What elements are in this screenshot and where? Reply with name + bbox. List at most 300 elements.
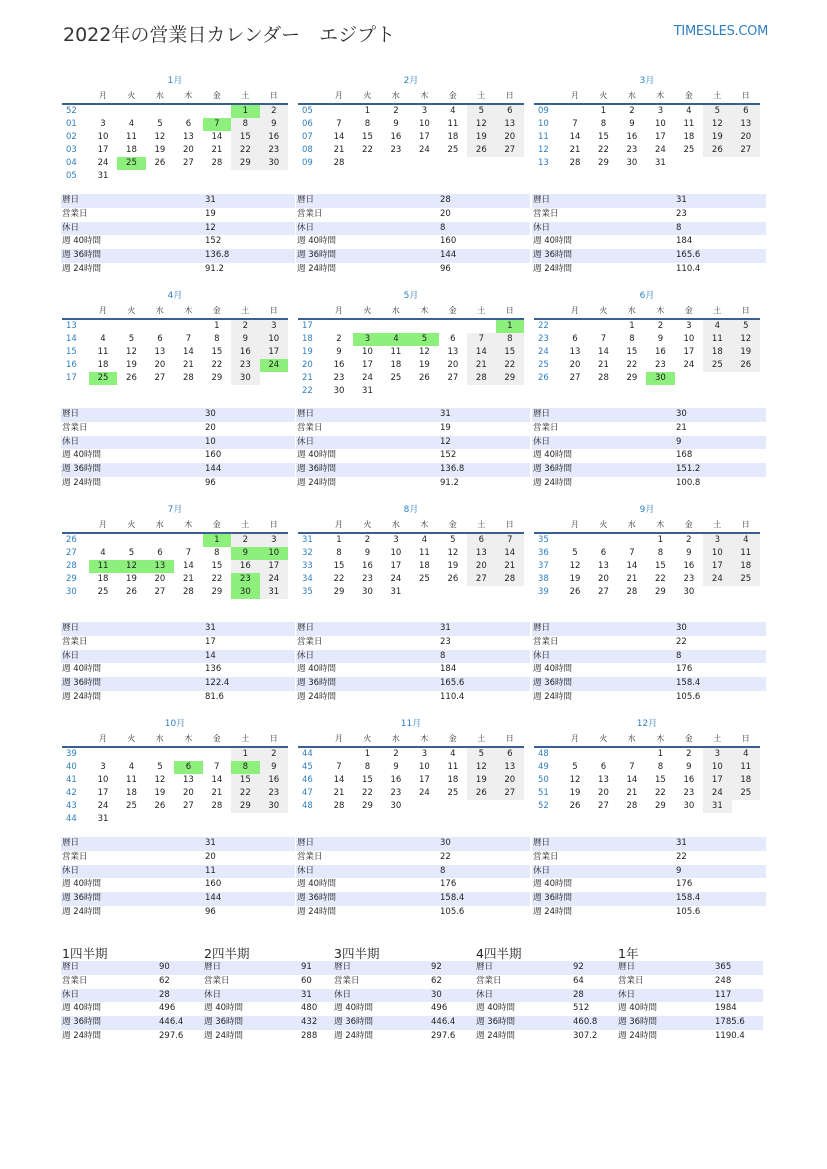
- stat-label: 営業日: [297, 851, 323, 862]
- weekday-label: 月: [334, 306, 343, 315]
- stat-value: 297.6: [159, 1030, 184, 1041]
- stat-label: 休日: [297, 222, 315, 233]
- day-cell: 28: [598, 373, 609, 383]
- month-name: 5月: [403, 291, 419, 301]
- day-cell: 24: [418, 145, 430, 155]
- day-cell: 27: [154, 587, 166, 597]
- day-cell: 14: [467, 346, 495, 359]
- day-cell: 1: [364, 749, 371, 759]
- day-cell: 29: [211, 373, 223, 383]
- month-name: 8月: [403, 505, 419, 515]
- day-cell: 27: [569, 373, 581, 383]
- stat-row: [61, 194, 295, 208]
- stat-value: 22: [440, 851, 451, 862]
- week-row: [62, 813, 288, 826]
- week-number: 16: [66, 360, 77, 370]
- stat-value: 158.4: [440, 893, 465, 904]
- day-cell: 23: [390, 145, 402, 155]
- stat-value: 460.8: [573, 1017, 598, 1028]
- stat-label: 週 24時間: [297, 906, 337, 917]
- stat-row: [296, 194, 530, 208]
- day-cell: 10: [390, 548, 402, 558]
- day-cell: 20: [182, 145, 194, 155]
- stat-label: 週 24時間: [297, 691, 337, 702]
- day-cell: [561, 105, 589, 118]
- holiday-day-cell: 10: [260, 547, 288, 560]
- day-cell: 19: [447, 561, 459, 571]
- day-cell: 24: [362, 373, 373, 383]
- week-row: [534, 333, 760, 346]
- stat-label: 週 36時間: [62, 678, 102, 689]
- stat-value: 9: [676, 865, 682, 876]
- day-cell: 17: [703, 774, 731, 787]
- day-cell: 16: [231, 346, 259, 359]
- week-number-header: [298, 89, 325, 103]
- stat-value: 122.4: [205, 678, 230, 689]
- week-row: [534, 144, 760, 157]
- stat-value: 31: [440, 623, 451, 633]
- day-cell: [325, 105, 353, 118]
- summary-stats: [333, 961, 479, 1044]
- day-cell: 11: [97, 347, 109, 357]
- stat-label: 暦日: [62, 962, 80, 972]
- day-cell: 21: [333, 145, 345, 155]
- stat-label: 休日: [297, 650, 315, 661]
- month-name: 12月: [636, 719, 658, 729]
- day-cell: 23: [231, 359, 259, 372]
- stat-label: 週 36時間: [334, 1017, 374, 1028]
- week-number: 40: [66, 762, 77, 772]
- stat-label: 暦日: [62, 838, 80, 848]
- stat-value: 105.6: [676, 691, 701, 702]
- month-calendar: [298, 716, 524, 813]
- day-cell: 12: [569, 775, 581, 785]
- week-row: [298, 131, 524, 144]
- stat-label: 週 24時間: [533, 263, 573, 274]
- day-cell: 18: [390, 360, 402, 370]
- month-name: 4月: [167, 291, 183, 301]
- stat-label: 営業日: [297, 422, 323, 433]
- day-cell: 25: [683, 145, 695, 155]
- day-cell: [146, 748, 174, 761]
- day-cell: 17: [418, 132, 430, 142]
- stat-label: 週 40時間: [533, 236, 573, 247]
- day-cell: 28: [333, 158, 345, 168]
- day-cell: 26: [418, 373, 430, 383]
- day-cell: 12: [126, 347, 137, 357]
- day-cell: 21: [333, 788, 345, 798]
- day-cell: [203, 170, 231, 183]
- day-cell: 8: [496, 333, 524, 346]
- day-cell: 28: [467, 372, 495, 385]
- stat-row: [532, 449, 766, 463]
- stat-value: 110.4: [676, 263, 701, 274]
- day-cell: 6: [600, 762, 607, 772]
- weekday-header: [62, 89, 288, 105]
- stat-label: 休日: [297, 865, 315, 876]
- stat-label: 暦日: [297, 623, 315, 633]
- weekday-label: 日: [505, 91, 514, 100]
- weekday-header: [534, 304, 760, 320]
- day-cell: [496, 385, 524, 398]
- weekday-label: 木: [656, 734, 665, 743]
- weekday-label: 月: [334, 91, 343, 100]
- day-cell: 24: [683, 360, 695, 370]
- day-cell: 19: [467, 774, 495, 787]
- day-cell: 13: [598, 775, 609, 785]
- stat-value: 105.6: [676, 906, 701, 917]
- stat-value: 158.4: [676, 678, 701, 689]
- stat-label: 暦日: [62, 409, 80, 419]
- day-cell: 2: [231, 320, 259, 333]
- day-cell: 12: [154, 775, 166, 785]
- weekday-label: 月: [570, 734, 579, 743]
- weekday-label: 火: [363, 306, 372, 315]
- weekday-label: 金: [684, 91, 693, 100]
- day-cell: 17: [97, 145, 109, 155]
- week-number: 43: [66, 801, 77, 811]
- week-row: [62, 761, 288, 774]
- day-cell: [203, 105, 231, 118]
- day-cell: 6: [496, 105, 524, 118]
- stat-row: [532, 422, 766, 436]
- stat-value: 8: [440, 650, 446, 661]
- week-number: 35: [302, 587, 313, 597]
- week-number: 25: [538, 360, 549, 370]
- stat-row: [296, 650, 530, 664]
- weekday-label: 日: [505, 520, 514, 529]
- stat-value: 28: [440, 195, 451, 205]
- day-cell: 14: [333, 775, 345, 785]
- summary-title: 1四半期: [62, 946, 108, 961]
- weekday-label: 日: [741, 734, 750, 743]
- stat-row: [532, 408, 766, 422]
- weekday-label: 月: [98, 91, 107, 100]
- stat-value: 30: [440, 838, 451, 848]
- day-cell: 25: [703, 359, 731, 372]
- stat-label: 週 24時間: [297, 477, 337, 488]
- stat-row: [61, 989, 207, 1003]
- week-number: 22: [538, 321, 549, 331]
- stat-value: 31: [676, 838, 687, 848]
- stat-row: [296, 463, 530, 477]
- day-cell: [174, 105, 202, 118]
- weekday-label: 火: [127, 734, 136, 743]
- month-calendar: [534, 288, 760, 385]
- month-stats: [532, 194, 766, 277]
- day-cell: 18: [447, 132, 459, 142]
- day-cell: [410, 800, 438, 813]
- day-cell: [231, 170, 259, 183]
- day-cell: 6: [467, 534, 495, 547]
- weekday-label: 日: [505, 734, 514, 743]
- day-cell: [117, 813, 145, 826]
- stat-value: 480: [301, 1003, 318, 1014]
- day-cell: 4: [703, 320, 731, 333]
- day-cell: 17: [260, 560, 288, 573]
- stat-row: [617, 961, 763, 975]
- day-cell: 31: [97, 171, 109, 181]
- holiday-day-cell: 8: [231, 761, 259, 774]
- day-cell: 11: [732, 761, 760, 774]
- weekday-header: [298, 304, 524, 320]
- day-cell: [467, 800, 495, 813]
- day-cell: 4: [128, 762, 135, 772]
- stat-row: [532, 677, 766, 691]
- stat-label: 週 40時間: [476, 1003, 516, 1014]
- day-cell: [260, 170, 288, 183]
- stat-value: 117: [715, 989, 732, 1000]
- day-cell: [732, 157, 760, 170]
- day-cell: [174, 170, 202, 183]
- stat-label: 暦日: [204, 962, 222, 972]
- stat-value: 165.6: [676, 250, 701, 261]
- stat-row: [532, 208, 766, 222]
- stat-row: [296, 865, 530, 879]
- day-cell: 16: [260, 774, 288, 787]
- day-cell: 22: [598, 145, 609, 155]
- stat-row: [296, 622, 530, 636]
- stat-value: 30: [205, 409, 216, 419]
- week-number-header: [534, 304, 561, 318]
- week-row: [534, 774, 760, 787]
- day-cell: 5: [450, 535, 456, 545]
- day-cell: 19: [703, 131, 731, 144]
- day-cell: 11: [447, 119, 459, 129]
- weekday-label: 土: [241, 520, 250, 529]
- stat-label: 暦日: [533, 195, 551, 205]
- day-cell: 28: [626, 587, 638, 597]
- week-row: [534, 157, 760, 170]
- day-cell: [146, 534, 174, 547]
- stat-row: [532, 892, 766, 906]
- stat-row: [296, 408, 530, 422]
- day-cell: [703, 157, 731, 170]
- weekday-header: [298, 518, 524, 534]
- day-cell: 2: [260, 105, 288, 118]
- weekday-label: 金: [448, 734, 457, 743]
- day-cell: 30: [683, 801, 695, 811]
- stat-value: 176: [676, 664, 693, 675]
- stat-row: [296, 208, 530, 222]
- day-cell: 25: [447, 788, 459, 798]
- stat-value: 62: [431, 975, 442, 986]
- weekday-label: 木: [656, 91, 665, 100]
- week-row: [62, 586, 288, 599]
- week-number: 45: [302, 762, 313, 772]
- stat-label: 営業日: [533, 208, 559, 219]
- day-cell: 28: [182, 373, 194, 383]
- day-cell: 17: [362, 360, 373, 370]
- day-cell: 27: [154, 373, 166, 383]
- day-cell: [174, 534, 202, 547]
- weekday-label: 木: [656, 306, 665, 315]
- day-cell: 27: [598, 801, 609, 811]
- stat-value: 100.8: [676, 477, 701, 488]
- day-cell: 26: [154, 158, 166, 168]
- stat-label: 営業日: [62, 975, 88, 986]
- day-cell: 6: [157, 334, 163, 344]
- stat-value: 22: [676, 636, 687, 647]
- day-cell: 11: [126, 132, 137, 142]
- weekday-label: 日: [269, 91, 278, 100]
- day-cell: 29: [333, 587, 345, 597]
- day-cell: 16: [683, 775, 695, 785]
- weekday-label: 金: [212, 734, 221, 743]
- stat-label: 週 40時間: [297, 236, 337, 247]
- day-cell: 8: [364, 762, 371, 772]
- day-cell: [618, 534, 646, 547]
- day-cell: 12: [467, 118, 495, 131]
- weekday-label: 日: [741, 91, 750, 100]
- week-number: 36: [538, 548, 549, 558]
- day-cell: 16: [231, 560, 259, 573]
- stat-row: [203, 975, 349, 989]
- stat-label: 週 24時間: [618, 1030, 658, 1041]
- day-cell: 24: [97, 158, 109, 168]
- stat-value: 60: [301, 975, 312, 986]
- stat-label: 週 36時間: [62, 893, 102, 904]
- day-cell: 22: [362, 788, 373, 798]
- day-cell: 26: [569, 801, 581, 811]
- week-number: 22: [302, 386, 313, 396]
- day-cell: 30: [333, 386, 345, 396]
- day-cell: 3: [703, 748, 731, 761]
- stat-value: 307.2: [573, 1030, 598, 1041]
- day-cell: 15: [211, 561, 223, 571]
- stat-label: 暦日: [62, 623, 80, 633]
- stat-label: 暦日: [334, 962, 352, 972]
- day-cell: 1: [629, 321, 635, 331]
- day-cell: 28: [569, 158, 581, 168]
- day-cell: 5: [128, 548, 135, 558]
- stat-value: 64: [573, 975, 584, 986]
- day-cell: 5: [572, 548, 578, 558]
- day-cell: 28: [211, 801, 223, 811]
- week-number: 47: [302, 788, 313, 798]
- day-cell: [561, 534, 589, 547]
- month-calendar: [534, 716, 760, 813]
- day-cell: 3: [100, 119, 106, 129]
- stat-label: 休日: [297, 436, 315, 447]
- week-row: [298, 118, 524, 131]
- day-cell: 13: [467, 547, 495, 560]
- week-number: 10: [538, 119, 549, 129]
- week-row: [298, 157, 524, 170]
- day-cell: 13: [447, 347, 459, 357]
- day-cell: 2: [393, 749, 399, 759]
- stat-row: [61, 878, 295, 892]
- stat-value: 496: [159, 1003, 176, 1014]
- week-number: 44: [302, 749, 313, 759]
- stat-label: 週 40時間: [297, 879, 337, 890]
- stat-label: 営業日: [334, 975, 360, 986]
- stat-value: 10: [205, 436, 216, 447]
- day-cell: 14: [598, 347, 609, 357]
- day-cell: 25: [97, 587, 109, 597]
- week-number: 51: [538, 788, 549, 798]
- day-cell: 5: [467, 748, 495, 761]
- weekday-label: 水: [391, 91, 400, 100]
- day-cell: 12: [569, 561, 581, 571]
- stat-label: 週 40時間: [62, 664, 102, 675]
- stat-value: 8: [440, 222, 446, 233]
- week-number: 35: [538, 535, 549, 545]
- day-cell: 4: [686, 106, 692, 116]
- day-cell: 17: [654, 132, 666, 142]
- stat-row: [475, 1002, 621, 1016]
- week-row: [62, 372, 288, 385]
- day-cell: 15: [496, 346, 524, 359]
- week-row: [298, 748, 524, 761]
- week-number-header: [298, 732, 325, 746]
- day-cell: 10: [97, 775, 109, 785]
- stat-value: 21: [676, 422, 687, 433]
- stat-value: 144: [440, 250, 457, 261]
- day-cell: 4: [100, 548, 106, 558]
- day-cell: 25: [390, 373, 402, 383]
- stat-label: 週 24時間: [204, 1030, 244, 1041]
- weekday-label: 水: [391, 520, 400, 529]
- week-row: [534, 534, 760, 547]
- week-row: [62, 748, 288, 761]
- holiday-day-cell: 30: [231, 586, 259, 599]
- stat-row: [532, 249, 766, 263]
- day-cell: [496, 157, 524, 170]
- day-cell: 8: [214, 548, 220, 558]
- brand-logo-link[interactable]: TIMESLES.COM: [673, 24, 768, 39]
- day-cell: 1: [231, 748, 259, 761]
- day-cell: 26: [126, 587, 137, 597]
- stat-label: 営業日: [476, 975, 502, 986]
- day-cell: 17: [683, 347, 695, 357]
- weekday-label: 木: [656, 520, 665, 529]
- day-cell: 18: [97, 574, 109, 584]
- week-row: [298, 774, 524, 787]
- day-cell: [174, 320, 202, 333]
- week-row: [62, 534, 288, 547]
- week-number: 04: [66, 158, 77, 168]
- stat-row: [532, 663, 766, 677]
- day-cell: 21: [211, 788, 223, 798]
- day-cell: 30: [260, 800, 288, 813]
- holiday-day-cell: 1: [203, 534, 231, 547]
- day-cell: 11: [418, 548, 430, 558]
- stat-row: [61, 636, 295, 650]
- stat-row: [61, 422, 295, 436]
- day-cell: 4: [100, 334, 106, 344]
- week-number: 37: [538, 561, 549, 571]
- week-row: [534, 800, 760, 813]
- day-cell: [146, 105, 174, 118]
- weekday-header: [298, 89, 524, 105]
- holiday-day-cell: 5: [410, 333, 438, 346]
- stat-label: 営業日: [533, 422, 559, 433]
- stat-label: 暦日: [297, 195, 315, 205]
- stat-value: 31: [301, 989, 312, 1000]
- week-number: 32: [302, 548, 313, 558]
- stat-row: [333, 975, 479, 989]
- stat-label: 週 40時間: [533, 664, 573, 675]
- day-cell: [117, 748, 145, 761]
- day-cell: 8: [336, 548, 342, 558]
- stat-row: [61, 208, 295, 222]
- weekday-label: 月: [98, 306, 107, 315]
- day-cell: 10: [703, 761, 731, 774]
- day-cell: 2: [364, 535, 371, 545]
- day-cell: 2: [657, 321, 664, 331]
- day-cell: [260, 813, 288, 826]
